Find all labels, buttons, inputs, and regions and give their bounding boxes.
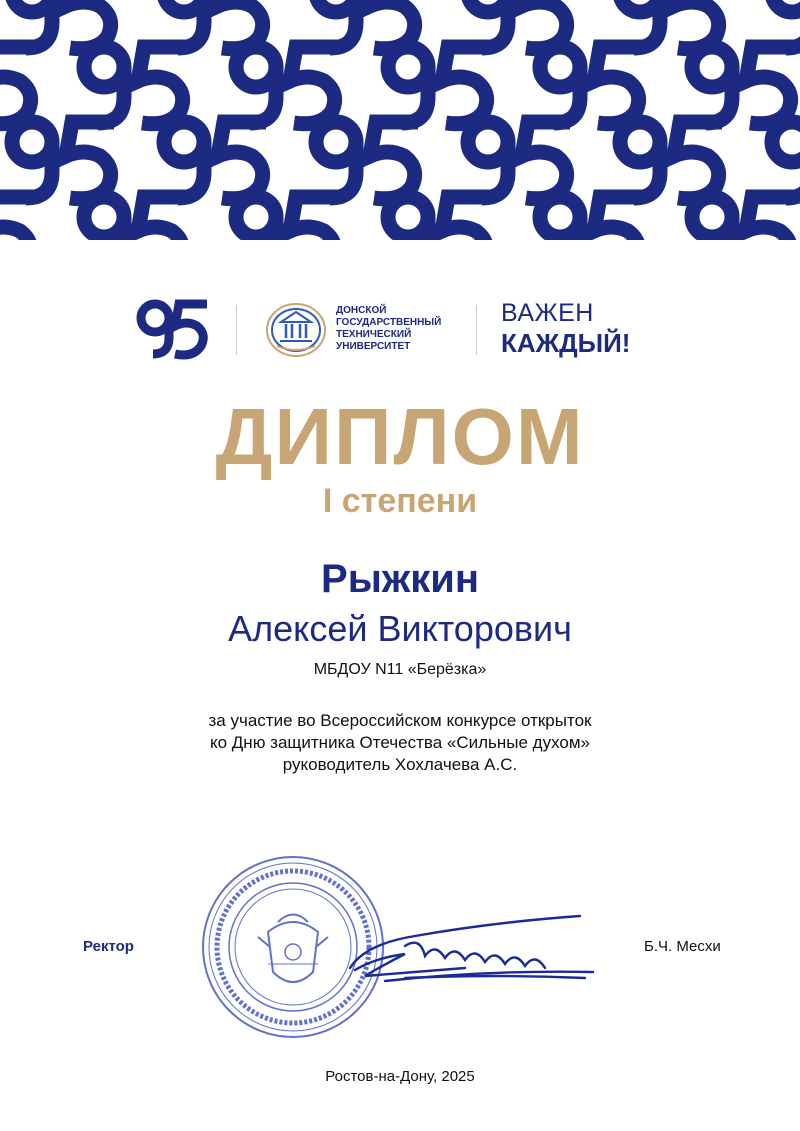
slogan [501,298,630,358]
pattern-95-motif [468,122,570,199]
pattern-95-motif [0,47,34,124]
pattern-95-motif [316,122,418,199]
university-name-line: ТЕХНИЧЕСКИЙ [336,329,412,340]
pattern-95-motif [540,47,642,124]
reason-line: руководитель Хохлачева А.С. [282,755,518,774]
pattern-95-motif [164,122,266,199]
slogan-line2: КАЖДЫЙ! [501,328,631,358]
header-pattern [0,0,800,240]
diploma-degree: I степени [322,482,478,520]
slogan-line1: ВАЖЕН [501,299,594,327]
recipient-given-names: Алексей Викторович [228,608,572,649]
university-name-line: ГОСУДАРСТВЕННЫЙ [336,317,442,328]
recipient-surname: Рыжкин [321,557,479,601]
pattern-95-motif [620,122,722,199]
university-name-line: УНИВЕРСИТЕТ [336,341,411,352]
pattern-95-motif [692,197,794,240]
pattern-95-motif [388,47,490,124]
logo-divider [236,305,237,355]
pattern-95-motif [84,47,186,124]
diploma-title: ДИПЛОМ [215,392,585,481]
pattern-95-motif [236,197,338,240]
recipient-organization: МБДОУ N11 «Берёзка» [313,661,487,678]
pattern-95-motif [0,197,34,240]
anniversary-95-logo [135,298,213,360]
pattern-95-motif [388,197,490,240]
pattern-95-motif [540,197,642,240]
pattern-95-motif [84,197,186,240]
signer-name: Б.Ч. Месхи [644,938,721,955]
rector-label: Ректор [83,938,134,955]
award-reason [0,710,800,776]
reason-line: ко Дню защитника Отечества «Сильные духом» [209,733,590,752]
pattern-95-motif [692,47,794,124]
place-and-date: Ростов-на-Дону, 2025 [325,1068,475,1085]
pattern-95-motif [772,122,800,199]
university-name [336,305,466,353]
dstu-emblem-icon [265,302,327,358]
handwritten-signature [345,906,595,986]
reason-line: за участие во Всероссийском конкурсе открыток [208,711,592,730]
pattern-95-motif [236,47,338,124]
pattern-95-motif [12,122,114,199]
logo-divider [476,305,477,355]
university-name-line: ДОНСКОЙ [336,305,387,316]
